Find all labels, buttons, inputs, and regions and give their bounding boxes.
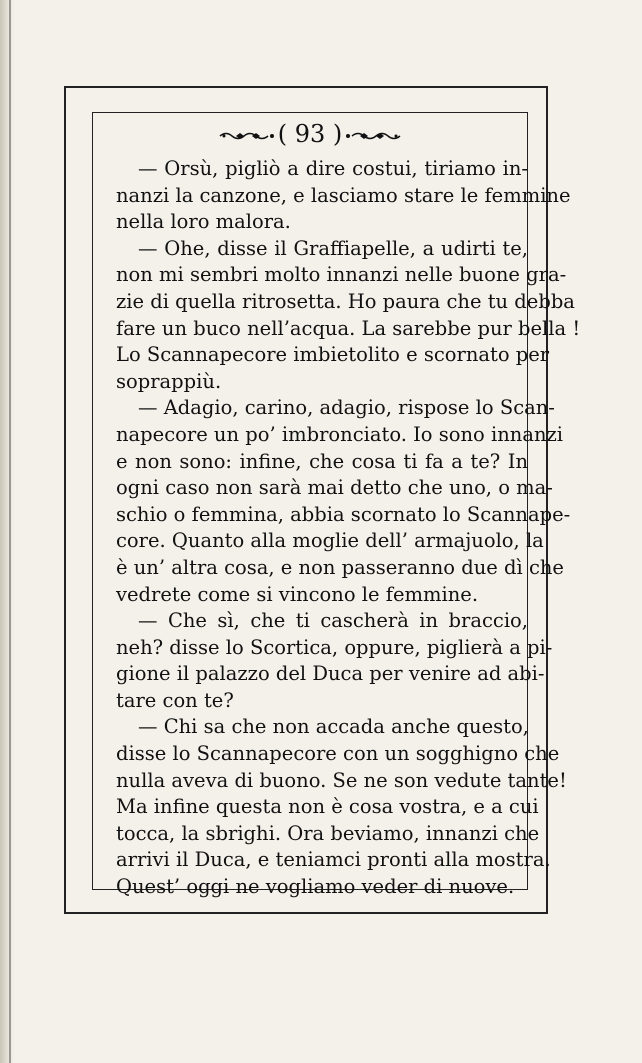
spine-edge-line	[9, 0, 11, 1063]
text-line: e non sono: infine, che cosa ti fa a te? In	[116, 449, 528, 473]
page-number: ( 93 )	[277, 120, 343, 148]
text-line: è un’ altra cosa, e non passeranno due dì che	[116, 555, 564, 579]
text-line: nulla aveva di buono. Se ne son vedute tante!	[116, 768, 567, 792]
text-line: non mi sembri molto innanzi nelle buone gra-	[116, 263, 567, 287]
text-line: — Orsù, pigliò a dire costui, tiriamo in-	[138, 157, 528, 180]
text-line: — Adagio, carino, adagio, rispose lo Scan-	[138, 396, 555, 420]
text-line: vedrete come si vincono le femmine.	[116, 582, 479, 606]
text-line: neh? disse lo Scortica, oppure, piglierà a pi-	[116, 635, 553, 659]
text-line: disse lo Scannapecore con un sogghigno che	[116, 742, 560, 766]
text-line: core. Quanto alla moglie dell’ armajuolo, la	[116, 529, 544, 553]
text-line: — Chi sa che non accada anche questo,	[138, 715, 529, 739]
text-line: zie di quella ritrosetta. Ho paura che tu debba	[116, 289, 575, 313]
left-ornament-icon	[218, 131, 274, 141]
text-line: napecore un po’ imbronciato. Io sono innanzi	[116, 422, 564, 446]
text-line: gione il palazzo del Duca per venire ad abi-	[116, 662, 545, 686]
text-line: tare con te?	[116, 688, 234, 712]
text-line: arrivi il Duca, e teniamci pronti alla mostra.	[116, 848, 551, 872]
text-line: fare un buco nell’acqua. La sarebbe pur bella !	[116, 316, 581, 340]
body-text	[116, 156, 581, 901]
text-line: nanzi la canzone, e lasciamo stare le femmine	[116, 183, 571, 207]
text-line: — Che sì, che ti cascherà in braccio,	[138, 609, 528, 633]
page-header	[92, 116, 528, 152]
text-line: — Ohe, disse il Graffiapelle, a udirti te,	[138, 236, 528, 260]
text-line: Ma infine questa non è cosa vostra, e a cui	[116, 795, 539, 819]
text-line: ogni caso non sarà mai detto che uno, o ma-	[116, 476, 553, 500]
right-ornament-icon	[346, 131, 402, 141]
text-line: soprappiù.	[116, 369, 222, 393]
book-spine-shadow	[0, 0, 14, 1063]
text-line: Quest’ oggi ne vogliamo veder di nuove.	[116, 875, 515, 899]
text-line: nella loro malora.	[116, 210, 291, 234]
text-line: Lo Scannapecore imbietolito e scornato per	[116, 343, 550, 367]
text-line: tocca, la sbrighi. Ora beviamo, innanzi che	[116, 821, 540, 845]
text-line: schio o femmina, abbia scornato lo Scannape-	[116, 502, 571, 526]
